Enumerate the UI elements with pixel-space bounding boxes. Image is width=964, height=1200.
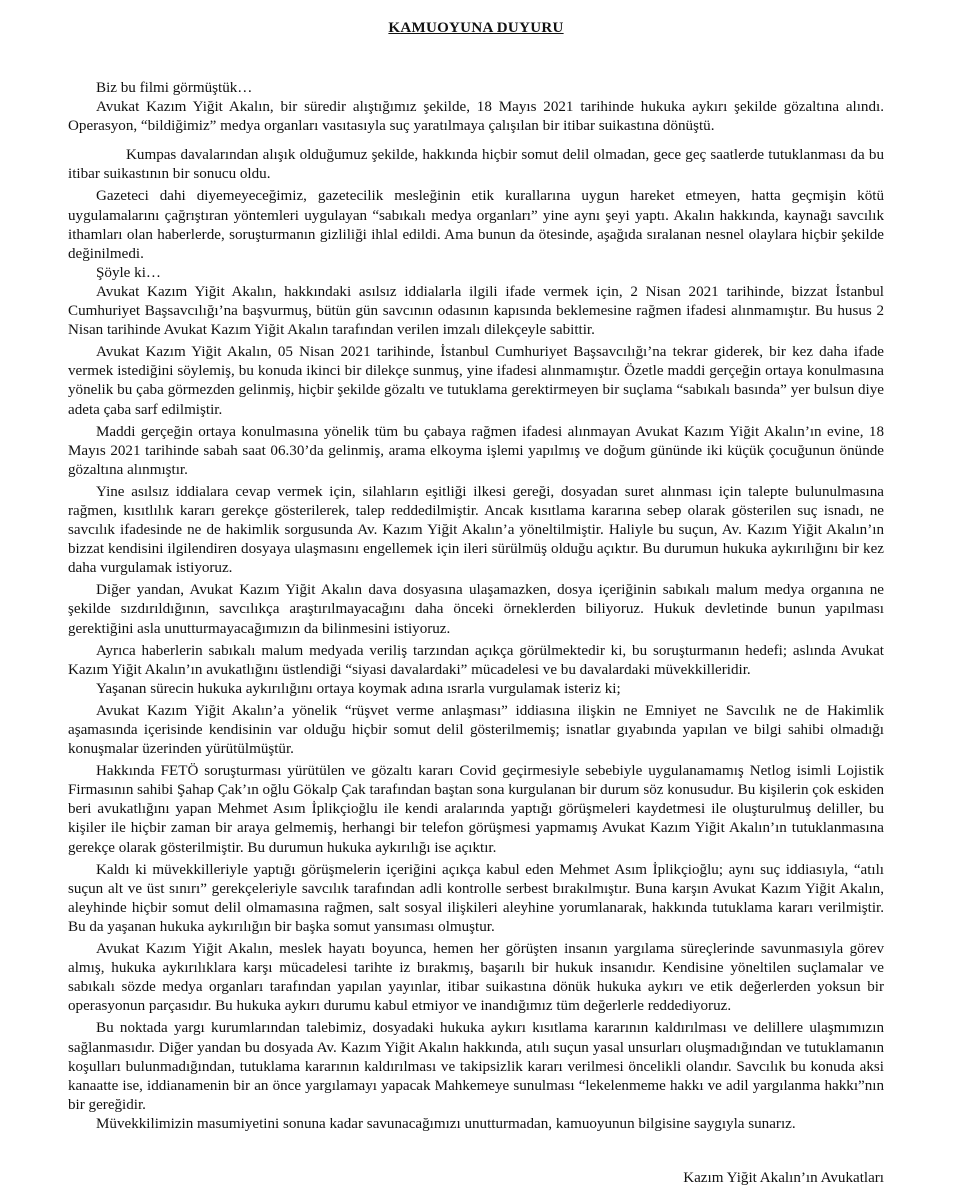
paragraph-11: Ayrıca haberlerin sabıkalı malum medyada veriliş tarzından açıkça görülmektedir ki, bu soruşturmanın hedefi; aslında Avukat Kazım Yiğit Akalın’ın avukatlığını üstlendiği “siyasi davalardaki” mücadelesi ve bu davalardaki müvekkilleridir. — [68, 642, 884, 678]
paragraph-10: Diğer yandan, Avukat Kazım Yiğit Akalın dava dosyasına ulaşamazken, dosya içeriğinin sabıkalı malum medya organına ne şekilde sızdırıldığının, savcılıkça araştırılmayacağını daha önceki örneklerden biliyoruz. Hukuk devletinde bunun yapılması gerektiğini asla unutturmayacağımızın da bilinmesini istiyoruz. — [68, 582, 884, 637]
paragraph-15: Kaldı ki müvekkilleriyle yaptığı görüşmelerin içeriğini açıkça kabul eden Mehmet Asım İplikçioğlu; aynı suç iddiasıyla, “atılı suçun alt ve üst sınırı” gerekçeleriyle savcılık tarafından adli kontrolle serbest bırakılmıştır. Buna karşın Avukat Kazım Yiğit Akalın, aleyhinde hiçbir somut delil olmamasına rağmen, salt sosyal ilişkileri aleyhine yorumlanarak, hakkında tutuklama kararı verilmiştir. Bu da yaşanan hukuka aykırılığın bir başka somut yansıması olmuştur. — [68, 861, 884, 935]
paragraph-13: Avukat Kazım Yiğit Akalın’a yönelik “rüşvet verme anlaşması” iddiasına ilişkin ne Emniyet ne Savcılık ne de Hakimlik aşamasında içerisinde kendisinin var olduğu hiçbir somut delil gösterilmemiş; isnatlar gıyabında yapılan ve bilgi sahibi olmadığı konuşmalar üzerinden yürütülmüştür. — [68, 702, 884, 758]
document-page — [68, 20, 884, 1134]
paragraph-3: Kumpas davalarından alışık olduğumuz şekilde, hakkında hiçbir somut delil olmadan, gece geç saatlerde tutuklanması da bu itibar suikastının bir sonucu oldu. — [68, 147, 884, 183]
paragraph-14: Hakkında FETÖ soruşturması yürütülen ve gözaltı kararı Covid geçirmesiyle sebebiyle uygulanamamış Netlog isimli Lojistik Firmasının sahibi Şahap Çak’ın oğlu Gökalp Çak tarafından baştan sona kurgulanan bir durum söz konusudur. Bu kişilerin çok eskiden beri avukatlığını yapan Mehmet Asım İplikçioğlu ile kendi aralarında yaptığı görüşmeleri kaydetmesi ile oluşturulmuş deliller, bu kişiler ile hiçbir zaman bir araya gelmemiş, herhangi bir telefon görüşmesi yapmamış Avukat Kazım Yiğit Akalın’ın tutuklanmasına gerekçe olarak gösterilmiştir. Bu durumun hukuka aykırılığı ise açıktır. — [68, 763, 884, 856]
paragraph-17: Bu noktada yargı kurumlarından talebimiz, dosyadaki hukuka aykırı kısıtlama kararının kaldırılması ve delillere ulaşmımızın sağlanmasıdır. Diğer yandan bu dosyada Av. Kazım Yiğit Akalın hakkında, atılı suçun yasal unsurları oluşmadığından ve tutuklamanın koşulları bulunmadığından, tutuklama kararının kaldırılması ve takipsizlik kararı verilmesi öncelikli olandır. Savcılık bu konuda aksi kanaatte ise, iddianamenin bir an önce yargılamayı yapacak Mahkemeye sunulması “lekelenmeme hakkı ve adil yargılanma hakkı”nın bir gereğidir. — [68, 1020, 884, 1113]
document-title: KAMUOYUNA DUYURU — [388, 20, 564, 36]
paragraph-7: Avukat Kazım Yiğit Akalın, 05 Nisan 2021 tarihinde, İstanbul Cumhuriyet Başsavcılığı’na tekrar giderek, bir kez daha ifade vermek istediğini söylemiş, bu konuda ikinci bir dilekçe sunmuş, yine ifadesi alınmamıştır. Özetle maddi gerçeğin ortaya konulmasına yönelik bu çaba görmezden gelinmiş, hiçbir şekilde gözaltı ve tutuklama gerektirmeyen bir suçlama “sabıkalı basında” yer bulsun diye adeta çaba sarf edilmiştir. — [68, 344, 884, 418]
paragraph-1: Biz bu filmi görmüştük… — [96, 80, 253, 96]
paragraph-9: Yine asılsız iddialara cevap vermek için, silahların eşitliği ilkesi gereği, dosyadan suret alınması için talepte bulunulmasına rağmen, kısıtlılık kararı gerekçe gösterilerek, talep reddedilmiştir. Ancak kısıtlama kararına sebep olarak gösterilen suç isnadı, ne savcılık ifadesinde ne de hakimlik sorgusunda Av. Kazım Yiğit Akalın’a yöneltilmiştir. Haliyle bu suçun, Av. Kazım Yiğit Akalın’ın bizzat kendisini ilgilendiren dosyaya ulaşmasını engellemek için ileri sürülmüş olduğu açıktır. Bu durumun hukuka aykırılığını bir kez daha vurgulamak istiyoruz. — [68, 483, 884, 577]
paragraph-18: Müvekkilimizin masumiyetini sonuna kadar savunacağımızı unutturmadan, kamuoyunun bilgisine saygıyla sunarız. — [96, 1115, 796, 1132]
paragraph-6: Avukat Kazım Yiğit Akalın, hakkındaki asılsız iddialarla ilgili ifade vermek için, 2 Nisan 2021 tarihinde, bizzat İstanbul Cumhuriyet Başsavcılığı’na başvurmuş, bütün gün savcının odasının kapısında beklemesine rağmen ifadesi alınmamıştır. Bu husus 2 Nisan tarihinde Avukat Kazım Yiğit Akalın tarafından verilen imzalı dilekçeyle sabittir. — [68, 283, 884, 339]
paragraph-5: Şöyle ki… — [96, 264, 161, 281]
signature: Kazım Yiğit Akalın’ın Avukatları — [683, 1170, 884, 1186]
document-body — [68, 79, 884, 1134]
paragraph-12: Yaşanan sürecin hukuka aykırılığını ortaya koymak adına ısrarla vurgulamak isteriz ki; — [96, 680, 621, 697]
paragraph-8: Maddi gerçeğin ortaya konulmasına yönelik tüm bu çabaya rağmen ifadesi alınmayan Avukat Kazım Yiğit Akalın’ın evine, 18 Mayıs 2021 tarihinde sabah saat 06.30’da gelinmiş, arama elkoyma işlemi yapılmış ve doğum gününde iki küçük çocuğunun önünde gözaltına alınmıştır. — [68, 423, 884, 478]
paragraph-2: Avukat Kazım Yiğit Akalın, bir süredir alıştığımız şekilde, 18 Mayıs 2021 tarihinde hukuka aykırı şekilde gözaltına alındı. Operasyon, “bildiğimiz” medya organları vasıtasıyla suç yaratılmaya çalışılan bir itibar suikastına dönüştü. — [68, 99, 884, 135]
paragraph-4: Gazeteci dahi diyemeyeceğimiz, gazetecilik mesleğinin etik kurallarına uygun hareket etmeyen, hatta geçmişin kötü uygulamalarını çağrıştıran yöntemleri uygulayan “sabıkalı medya organları” yine aynı şeyi yaptı. Akalın hakkında, kaynağı savcılık ithamları olan haberlerde, soruşturmanın gizliliği ihlal edildi. Ama bunun da ötesinde, aşağıda sıralanan nesnel olaylara hiçbir şekilde değinilmedi. — [68, 188, 884, 262]
paragraph-16: Avukat Kazım Yiğit Akalın, meslek hayatı boyunca, hemen her görüşten insanın yargılama süreçlerinde savunmasıyla görev almış, hukuka aykırılıklara karşı mücadelesi tarihte iz bırakmış, başarılı bir hukuk insanıdır. Kendisine yöneltilen suçlamalar ve sabıkalı sözde medya organları tarafından yapılan yayınlar, itibar suikastına dönük hukuka aykırı ve etik değerlerden yoksun bir operasyonun parçasıdır. Bu hukuka aykırı durumu kabul etmiyor ve inandığımız tüm değerlerle reddediyoruz. — [68, 941, 884, 1015]
